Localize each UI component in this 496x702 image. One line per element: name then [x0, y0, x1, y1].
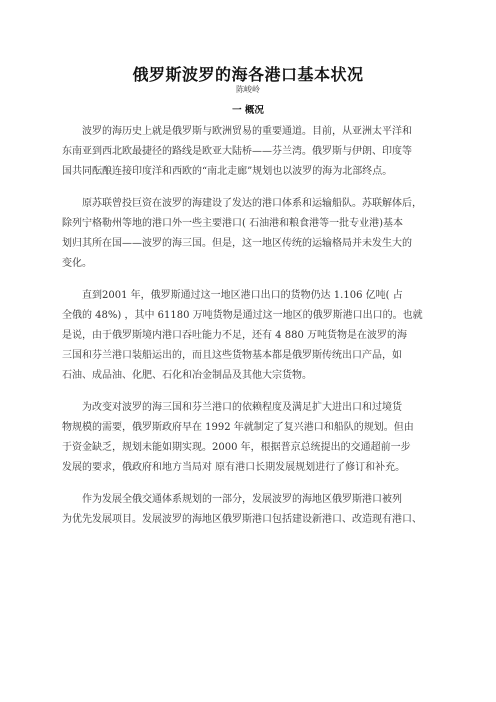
paragraph-line: 划归其所在国——波罗的海三国。但是，这一地区传统的运输格局并未发生大的 — [62, 238, 412, 249]
paragraph-line: 波罗的海历史上就是俄罗斯与欧洲贸易的重要通道。目前，从亚洲太平洋和 — [82, 126, 412, 137]
paragraph-4 — [62, 398, 434, 478]
paragraph-line: 为改变对波罗的海三国和芬兰港口的依赖程度及满足扩大进出口和过境货 — [82, 402, 402, 413]
paragraph-line: 石油、成品油、化肥、石化和冶金制品及其他大宗货物。 — [62, 370, 312, 381]
paragraph-line: 是说，由于俄罗斯境内港口吞吐能力不足，还有 4 880 万吨货物是在波罗的海 — [62, 330, 407, 341]
paragraph-line: 东南亚到西北欧最捷径的路线是欧亚大陆桥——芬兰湾。俄罗斯与伊朗、印度等 — [62, 146, 412, 157]
paragraph-line: 变化。 — [62, 258, 92, 269]
paragraph-line: 除列宁格勒州等地的港口外一些主要港口( 石油港和粮食港等一批专业港)基本 — [62, 218, 403, 229]
paragraph-3 — [62, 286, 434, 386]
paragraph-line: 物规模的需要，俄罗斯政府早在 1992 年就制定了复兴港口和船队的规划。但由 — [62, 422, 414, 433]
paragraph-line: 为优先发展项目。发展波罗的海地区俄罗斯港口包括建设新港口、改造现有港口、 — [62, 514, 422, 525]
document-title: 俄罗斯波罗的海各港口基本状况 — [132, 65, 364, 84]
paragraph-line: 直到2001 年，俄罗斯通过这一地区港口出口的货物仍达 1.106 亿吨( 占 — [82, 290, 403, 301]
author-name: 陈峻岭 — [236, 85, 260, 94]
section-heading: 一 概况 — [232, 105, 264, 116]
paragraph-line: 全俄的 48%) ，其中 61180 万吨货物是通过这一地区的俄罗斯港口出口的。也就 — [62, 310, 423, 321]
paragraph-1 — [62, 122, 434, 182]
paragraph-line: 发展的要求，俄政府和地方当局对 原有港口长期发展规划进行了修订和补充。 — [62, 462, 406, 473]
paragraph-line: 作为发展全俄交通体系规划的一部分，发展波罗的海地区俄罗斯港口被列 — [82, 494, 402, 505]
paragraph-5 — [62, 490, 434, 530]
paragraph-line: 三国和芬兰港口装船运出的，而且这些货物基本都是俄罗斯传统出口产品，如 — [62, 350, 402, 361]
paragraph-2 — [62, 194, 434, 274]
paragraph-line: 国共同酝酿连接印度洋和西欧的“南北走廊”规划也以波罗的海为北部终点。 — [62, 166, 393, 177]
paragraph-line: 于资金缺乏，规划未能如期实现。2000 年，根据普京总统提出的交通超前一步 — [62, 442, 411, 453]
paragraph-line: 原苏联曾投巨资在波罗的海建设了发达的港口体系和运输船队。苏联解体后， — [82, 198, 422, 209]
